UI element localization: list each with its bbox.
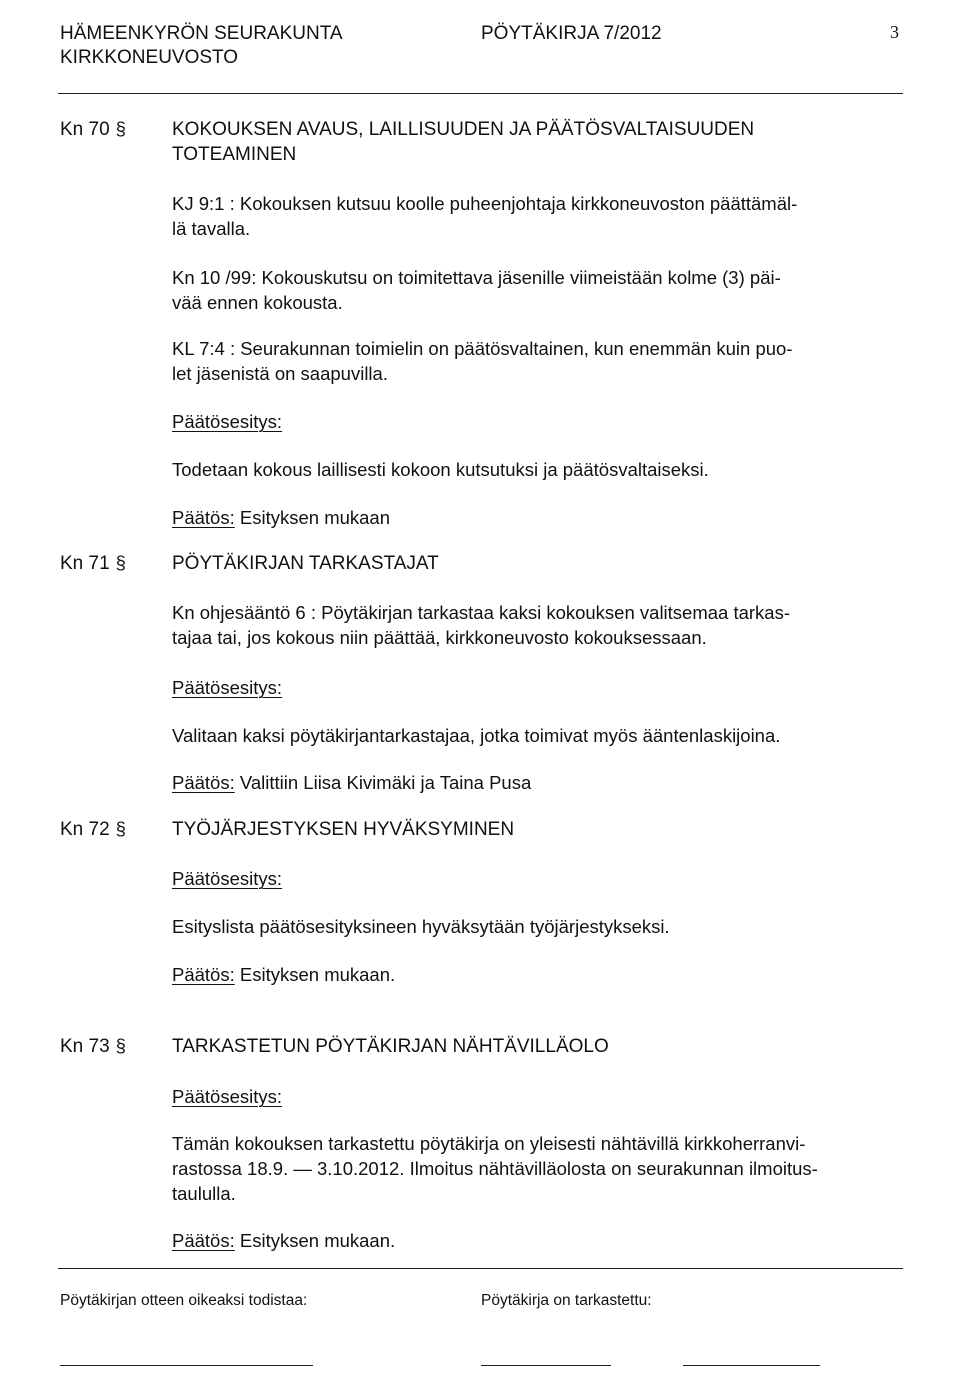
footer-rule <box>58 1268 903 1269</box>
section-title: TYÖJÄRJESTYKSEN HYVÄKSYMINEN <box>172 819 515 840</box>
decision-label: Päätös: <box>172 772 235 793</box>
organization-name: HÄMEENKYRÖN SEURAKUNTA <box>60 23 343 44</box>
section-mark-icon: § <box>115 818 126 839</box>
paragraph-line: vää ennen kokousta. <box>172 292 343 313</box>
paragraph-line: KL 7:4 : Seurakunnan toimielin on päätösvaltainen, kun enemmän kuin puo- <box>172 338 793 359</box>
section-title: TOTEAMINEN <box>172 144 297 165</box>
proposal-label: Päätösesitys: <box>172 677 283 698</box>
section-number: Kn 70 § <box>60 118 126 140</box>
section-mark-icon: § <box>115 118 126 139</box>
document-title: PÖYTÄKIRJA 7/2012 <box>481 23 662 44</box>
inspection-label: Pöytäkirja on tarkastettu: <box>481 1292 652 1309</box>
paragraph-line: let jäsenistä on saapuvilla. <box>172 363 388 384</box>
section-title: TARKASTETUN PÖYTÄKIRJAN NÄHTÄVILLÄOLO <box>172 1036 609 1057</box>
proposal-text: Tämän kokouksen tarkastettu pöytäkirja on yleisesti nähtävillä kirkkoherranvi- <box>172 1133 806 1154</box>
proposal-text: taululla. <box>172 1183 236 1204</box>
signature-line <box>481 1365 611 1366</box>
signature-line <box>683 1365 820 1366</box>
decision-text: Esityksen mukaan <box>239 507 391 528</box>
decision-label: Päätös: <box>172 1230 235 1251</box>
decision-label: Päätös: <box>172 964 235 985</box>
proposal-text: rastossa 18.9. — 3.10.2012. Ilmoitus nähtävilläolosta on seurakunnan ilmoitus- <box>172 1158 818 1179</box>
section-number: Kn 72 § <box>60 818 126 840</box>
paragraph-line: lä tavalla. <box>172 218 251 239</box>
proposal-text: Esityslista päätösesityksineen hyväksytään työjärjestykseksi. <box>172 916 670 937</box>
decision-text: Esityksen mukaan. <box>239 964 396 985</box>
proposal-text: Valitaan kaksi pöytäkirjantarkastajaa, jotka toimivat myös ääntenlaskijoina. <box>172 725 781 746</box>
section-number: Kn 73 § <box>60 1035 126 1057</box>
proposal-label: Päätösesitys: <box>172 1086 283 1107</box>
section-number: Kn 71 § <box>60 552 126 574</box>
paragraph-line: KJ 9:1 : Kokouksen kutsuu koolle puheenjohtaja kirkkoneuvoston päättämäl- <box>172 193 798 214</box>
decision-label: Päätös: <box>172 507 235 528</box>
signature-line <box>60 1365 313 1366</box>
proposal-text: Todetaan kokous laillisesti kokoon kutsutuksi ja päätösvaltaiseksi. <box>172 459 709 480</box>
section-title: PÖYTÄKIRJAN TARKASTAJAT <box>172 553 439 574</box>
section-title: KOKOUKSEN AVAUS, LAILLISUUDEN JA PÄÄTÖSVALTAISUUDEN <box>172 119 755 140</box>
decision-text: Valittiin Liisa Kivimäki ja Taina Pusa <box>239 772 532 793</box>
decision-line <box>172 962 395 987</box>
page-number: 3 <box>890 22 899 42</box>
paragraph-line: tajaa tai, jos kokous niin päättää, kirkkoneuvosto kokouksessaan. <box>172 627 707 648</box>
section-mark-icon: § <box>115 1035 126 1056</box>
decision-line <box>172 1228 395 1253</box>
paragraph-line: Kn ohjesääntö 6 : Pöytäkirjan tarkastaa kaksi kokouksen valitsemaa tarkas- <box>172 602 791 623</box>
certification-label: Pöytäkirjan otteen oikeaksi todistaa: <box>60 1292 308 1309</box>
organization-unit: KIRKKONEUVOSTO <box>60 47 239 68</box>
decision-line <box>172 505 390 530</box>
header-rule <box>58 93 903 94</box>
section-mark-icon: § <box>115 552 126 573</box>
proposal-label: Päätösesitys: <box>172 411 283 432</box>
proposal-label: Päätösesitys: <box>172 868 283 889</box>
decision-text: Esityksen mukaan. <box>239 1230 396 1251</box>
decision-line <box>172 770 531 795</box>
paragraph-line: Kn 10 /99: Kokouskutsu on toimitettava jäsenille viimeistään kolme (3) päi- <box>172 267 781 288</box>
